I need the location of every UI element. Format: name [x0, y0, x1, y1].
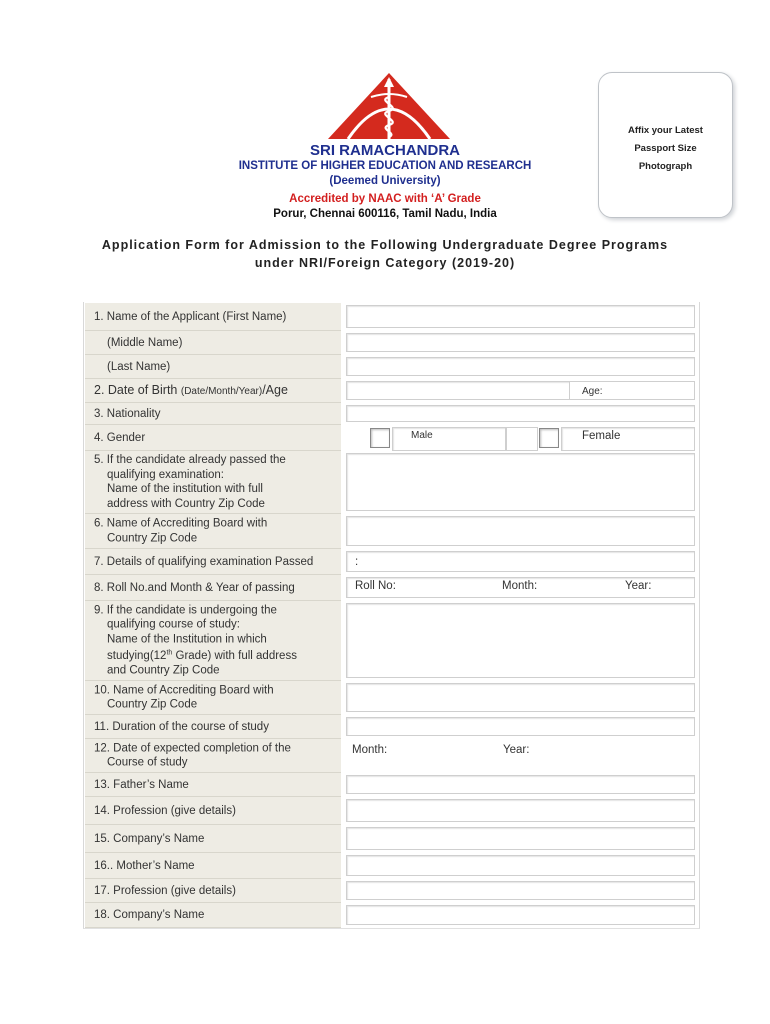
q17-label: 17. Profession (give details) [94, 884, 236, 897]
last-name-field[interactable] [346, 357, 695, 376]
q8-label: 8. Roll No.and Month & Year of passing [94, 581, 295, 594]
father-company-field[interactable] [346, 827, 695, 850]
current-institution-field[interactable] [346, 603, 695, 678]
q10-label: 10. Name of Accrediting Board with Country Zip Code [94, 684, 274, 711]
q18-label: 18. Company’s Name [94, 908, 205, 921]
first-name-field[interactable] [346, 305, 695, 328]
q12-label: 12. Date of expected completion of the Course of study [94, 742, 291, 769]
row-nationality [84, 403, 699, 425]
form-title [60, 236, 710, 272]
father-name-field[interactable] [346, 775, 695, 794]
photo-instruction-line2: Passport Size [634, 143, 697, 154]
form-title-line1: Application Form for Admission to the Following Undergraduate Degree Programs [101, 238, 669, 252]
male-label: Male [411, 430, 433, 441]
row-first-name [84, 303, 699, 331]
mother-company-field[interactable] [346, 905, 695, 925]
dob-label: 2. Date of Birth (Date/Month/Year)/Age [94, 382, 288, 397]
row-mother-profession [84, 879, 699, 903]
photo-instruction-line3: Photograph [638, 161, 693, 172]
last-name-label: (Last Name) [107, 360, 171, 373]
month-label: Month: [502, 580, 538, 592]
accreditation-text: Accredited by NAAC with ‘A’ Grade [289, 193, 481, 205]
mother-name-field[interactable] [346, 855, 695, 876]
qualifying-exam-details-field[interactable]: : [346, 551, 695, 572]
qualifying-exam-institution-field[interactable] [346, 453, 695, 511]
q12-month-label: Month: [352, 744, 388, 756]
nationality-label: 3. Nationality [94, 407, 161, 420]
q13-label: 13. Father’s Name [94, 778, 189, 791]
q6-label: 6. Name of Accrediting Board with Country Zip Code [94, 517, 268, 544]
institution-address: Porur, Chennai 600116, Tamil Nadu, India [273, 208, 497, 220]
gender-field [346, 427, 695, 448]
deemed-status: (Deemed University) [329, 175, 441, 187]
row-mother-name [84, 853, 699, 879]
institution-name: SRI RAMACHANDRA [310, 142, 460, 159]
application-form-table [83, 302, 700, 929]
first-name-label: 1. Name of the Applicant (First Name) [94, 310, 287, 323]
photo-instruction-line1: Affix your Latest [628, 125, 703, 136]
q7-label: 7. Details of qualifying examination Passed [94, 555, 314, 568]
row-father-company [84, 825, 699, 853]
mother-profession-field[interactable] [346, 881, 695, 900]
row-roll-no [84, 575, 699, 601]
row-mother-company [84, 903, 699, 928]
female-checkbox[interactable] [539, 428, 559, 448]
nationality-field[interactable] [346, 405, 695, 422]
institution-full-name: INSTITUTE OF HIGHER EDUCATION AND RESEARCH [238, 160, 532, 172]
male-checkbox[interactable] [370, 428, 390, 448]
row-qualifying-exam-institution [84, 451, 699, 514]
row-gender [84, 425, 699, 451]
row-qualifying-exam-details [84, 549, 699, 575]
roll-no-label: Roll No: [355, 580, 396, 592]
father-profession-field[interactable] [346, 799, 695, 822]
middle-name-field[interactable] [346, 333, 695, 352]
form-title-line2: under NRI/Foreign Category (2019-20) [254, 256, 516, 270]
age-field[interactable] [569, 382, 694, 399]
accrediting-board-field[interactable] [346, 516, 695, 546]
q14-label: 14. Profession (give details) [94, 804, 236, 817]
institution-logo [326, 71, 452, 141]
row-middle-name [84, 331, 699, 355]
row-last-name [84, 355, 699, 379]
gender-label: 4. Gender [94, 431, 146, 444]
row-father-profession [84, 797, 699, 825]
q16-label: 16.. Mother’s Name [94, 859, 195, 872]
year-label: Year: [625, 580, 652, 592]
q9-label: 9. If the candidate is undergoing the qualifying course of study: Name of the Institution in which studying(12th Grade) with full address and Country Zip Code [94, 603, 297, 677]
dob-field[interactable] [346, 381, 695, 400]
female-label: Female [582, 430, 621, 442]
q5-label: 5. If the candidate already passed the qualifying examination: Name of the institution with full address with Country Zip Code [94, 454, 286, 510]
row-course-duration [84, 715, 699, 739]
row-current-institution [84, 601, 699, 681]
q15-label: 15. Company’s Name [94, 832, 205, 845]
course-duration-field[interactable] [346, 717, 695, 736]
passport-photo-box[interactable] [598, 72, 733, 218]
age-label: Age: [582, 386, 603, 397]
row-date-of-birth [84, 379, 699, 403]
current-accrediting-board-field[interactable] [346, 683, 695, 712]
expected-completion-field[interactable] [346, 741, 695, 770]
roll-no-field[interactable] [346, 577, 695, 598]
row-accrediting-board [84, 514, 699, 549]
row-expected-completion [84, 739, 699, 773]
q11-label: 11. Duration of the course of study [94, 720, 269, 733]
q12-year-label: Year: [503, 744, 530, 756]
row-father-name [84, 773, 699, 797]
middle-name-label: (Middle Name) [107, 336, 183, 349]
row-current-accrediting-board [84, 681, 699, 715]
